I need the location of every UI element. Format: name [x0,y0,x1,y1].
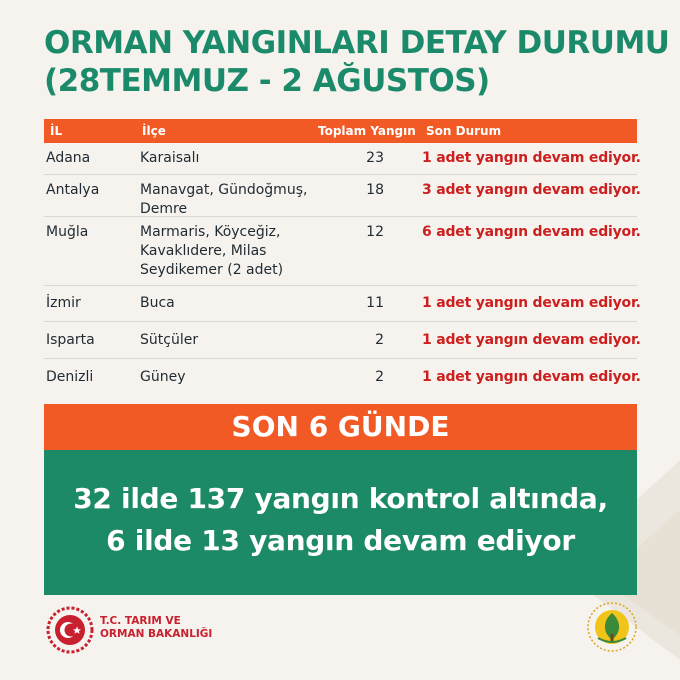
cell-durum: 1 adet yangın devam ediyor. [422,150,641,166]
ministry-name-line-2: ORMAN BAKANLIĞI [100,628,213,640]
cell-durum: 1 adet yangın devam ediyor. [422,332,641,348]
header-durum: Son Durum [426,124,502,138]
cell-il: Adana [46,150,91,166]
summary-line-2: 6 ilde 13 yangın devam ediyor [106,524,575,557]
header-ilce: İlçe [142,124,166,138]
cell-il: Muğla [46,224,89,240]
table-header [44,119,637,143]
page-title [44,24,670,100]
cell-durum: 6 adet yangın devam ediyor. [422,224,641,240]
cell-toplam: 2 [375,369,384,385]
cell-toplam: 11 [366,295,384,311]
ministry-emblem-icon [46,606,94,654]
table-row [44,359,641,394]
table-row [44,175,641,217]
cell-il: Denizli [46,369,94,385]
cell-toplam: 18 [366,182,384,198]
cell-durum: 3 adet yangın devam ediyor. [422,182,641,198]
table-row [44,143,641,175]
table-row [44,322,641,359]
cell-ilce: Manavgat, Gündoğmuş, Demre [140,182,308,217]
table-row [44,217,641,286]
table-row [44,286,641,322]
cell-ilce: Sütçüler [140,332,199,348]
cell-il: Isparta [46,332,95,348]
header-il: İL [50,124,63,138]
cell-ilce: Buca [140,295,175,311]
cell-durum: 1 adet yangın devam ediyor. [422,295,641,311]
summary-line-1: 32 ilde 137 yangın kontrol altında, [73,482,608,515]
cell-ilce: Güney [140,369,186,385]
title-line-2: (28TEMMUZ - 2 AĞUSTOS) [44,63,490,99]
cell-ilce: Marmaris, Köyceğiz, Kavaklıdere, Milas Seydikemer (2 adet) [140,224,284,278]
title-line-1: ORMAN YANGINLARI DETAY DURUMU [44,25,670,61]
ogm-logo-icon [586,600,638,656]
cell-toplam: 12 [366,224,384,240]
cell-il: İzmir [46,295,81,311]
cell-toplam: 23 [366,150,384,166]
header-toplam: Toplam Yangın [318,124,416,138]
cell-toplam: 2 [375,332,384,348]
ministry-name-line-1: T.C. TARIM VE [100,615,181,627]
cell-il: Antalya [46,182,100,198]
fire-status-table [44,119,641,394]
cell-ilce: Karaisalı [140,150,200,166]
summary-box [44,450,637,595]
cell-durum: 1 adet yangın devam ediyor. [422,369,641,385]
period-banner: SON 6 GÜNDE [44,404,637,450]
